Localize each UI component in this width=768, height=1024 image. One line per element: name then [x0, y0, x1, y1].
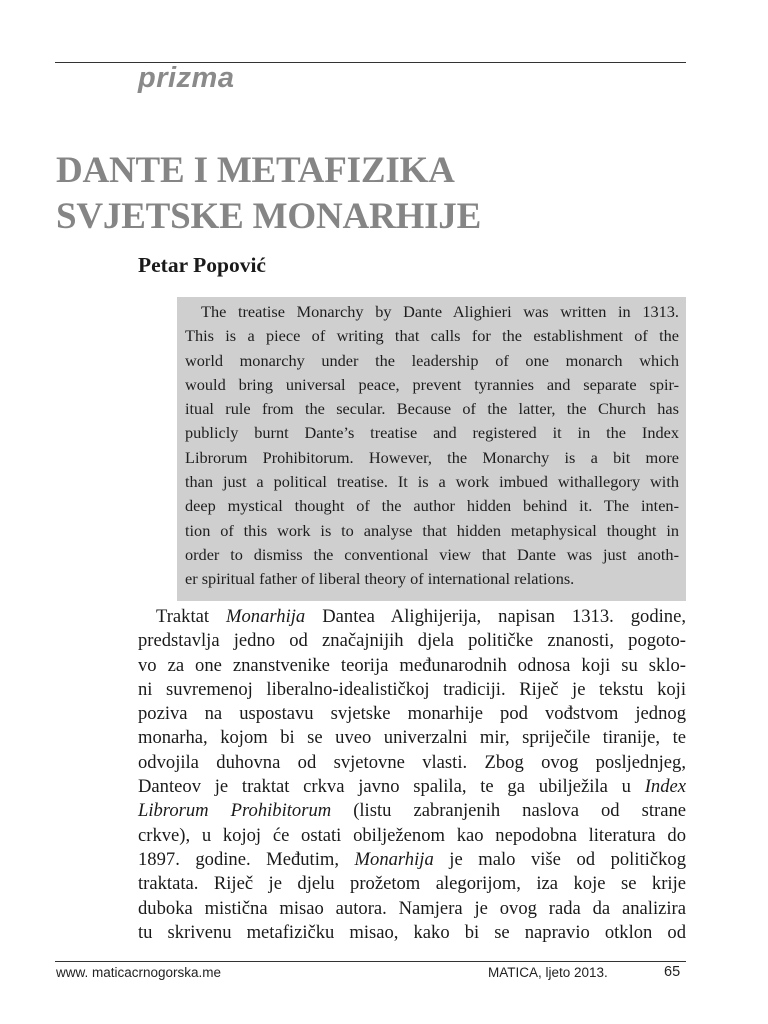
body-line: ni suvremenoj liberalno-idealističkoj tradiciji. Riječ je tekstu koji: [138, 678, 686, 700]
abstract-line: er spiritual father of liberal theory of international relations.: [185, 569, 575, 589]
body-line: monarha, kojom bi se uveo univerzalni mir, spriječile tiranije, te: [138, 727, 686, 749]
article-title: [56, 148, 481, 240]
italic-title: Index: [644, 776, 686, 798]
abstract-line: than just a political treatise. It is a work imbued withallegory with: [185, 472, 679, 492]
body-line: poziva na uspostavu svjetske monarhije pod vođstvom jednog: [138, 703, 686, 725]
abstract-box: [177, 297, 686, 601]
body-line: predstavlja jedno od značajnijih djela političke znanosti, pogoto-: [138, 630, 686, 652]
section-label: prizma: [138, 62, 235, 94]
abstract-line: Librorum Prohibitorum. However, the Monarchy is a bit more: [185, 447, 679, 467]
body-text: [138, 605, 686, 945]
body-line: crkve), u kojoj će ostati obilježenom kao nepodobna literatura do: [138, 824, 686, 846]
abstract-line: The treatise Monarchy by Dante Alighieri was written in 1313.: [201, 302, 679, 321]
abstract-line: tion of this work is to analyse that hidden metaphysical thought in: [185, 520, 679, 540]
body-line: traktata. Riječ je djelu prožetom alegorijom, iza koje se krije: [138, 873, 686, 895]
italic-title: Monarhija: [354, 848, 434, 870]
footer-rule: [55, 961, 686, 962]
abstract-line: order to dismiss the conventional view that Dante was just anoth-: [185, 544, 679, 564]
body-line: duboka mistična misao autora. Namjera je ovog rada da analizira: [138, 897, 686, 919]
italic-title: Monarhija: [226, 606, 306, 627]
body-line: tu skrivenu metafizičku misao, kako bi se napravio otklon od: [138, 921, 686, 943]
body-line: Librorum Prohibitorum (listu zabranjenih naslova od strane: [138, 800, 686, 822]
body-line: Danteov je traktat crkva javno spalila, te ga ubilježila u Index: [138, 776, 686, 798]
body-line: vo za one znanstvenike teorija međunarodnih odnosa koji su sklo-: [138, 654, 686, 676]
article-title-line-1: DANTE I METAFIZIKA: [56, 150, 455, 191]
abstract-line: itual rule from the secular. Because of the latter, the Church has: [185, 399, 679, 419]
body-line: Traktat Monarhija Dantea Alighijerija, napisan 1313. godine,: [156, 606, 686, 627]
body-line: odvojila duhovna od svjetovne vlasti. Zbog ovog posljednjeg,: [138, 751, 686, 773]
abstract-line: deep mystical thought of the author hidden behind it. The inten-: [185, 496, 679, 516]
abstract-line: This is a piece of writing that calls for the establishment of the: [185, 326, 679, 346]
article-author: Petar Popović: [138, 253, 266, 277]
article-title-line-2: SVJETSKE MONARHIJE: [56, 196, 482, 237]
abstract-line: world monarchy under the leadership of one monarch which: [185, 350, 679, 370]
footer-journal: MATICA, ljeto 2013.: [488, 965, 608, 980]
abstract-line: publicly burnt Dante’s treatise and registered it in the Index: [185, 423, 679, 443]
page-number: 65: [664, 964, 681, 980]
abstract-line: would bring universal peace, prevent tyrannies and separate spir-: [185, 374, 679, 394]
italic-title: Librorum Prohibitorum: [138, 800, 332, 822]
body-line: 1897. godine. Međutim, Monarhija je malo više od političkog: [138, 848, 686, 870]
footer-url: www. maticacrnogorska.me: [56, 965, 222, 980]
